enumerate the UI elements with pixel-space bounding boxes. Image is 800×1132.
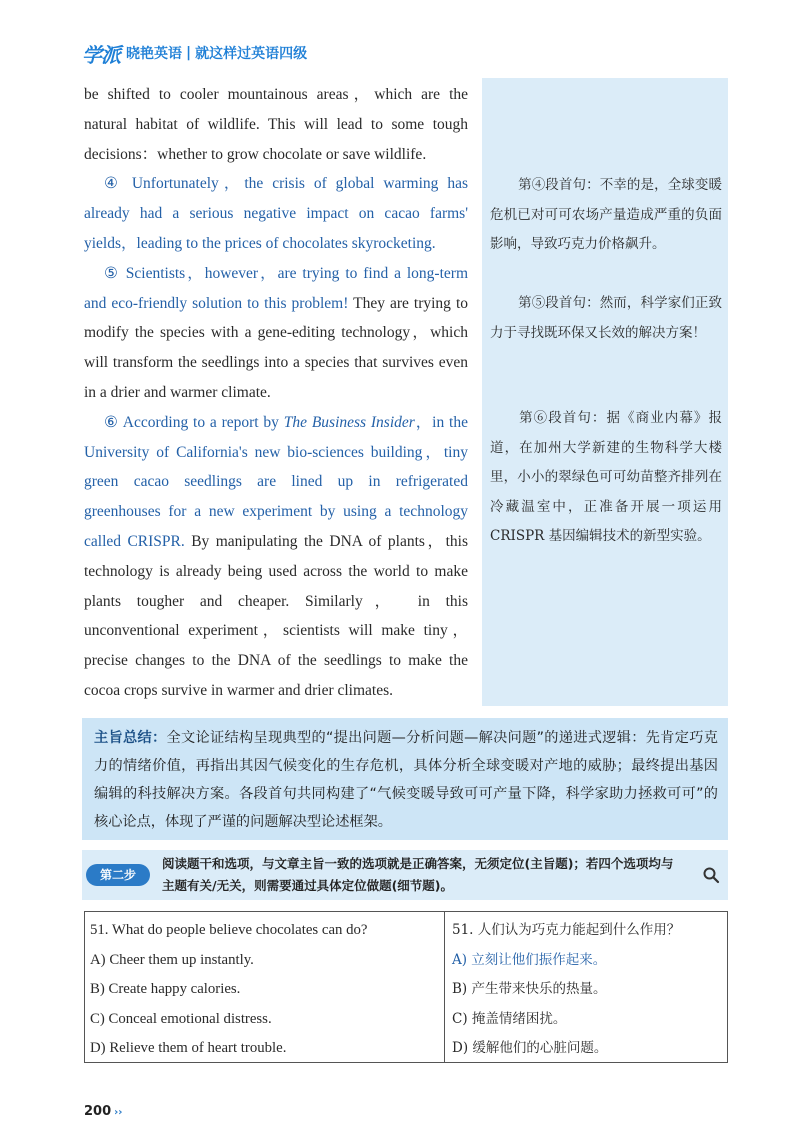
- paragraph-5: [84, 259, 468, 408]
- paragraph-6-topic-a: ⑥ According to a report by: [104, 413, 284, 431]
- brand-logo: 学派: [82, 42, 120, 67]
- note-4-text: 第④段首句：不幸的是，全球变暖危机已对可可农场产量造成严重的负面影响，导致巧克力价格飙升。: [490, 177, 722, 252]
- book-title: 就这样过英语四级: [195, 46, 308, 62]
- paragraph-6-rest: By manipulating the DNA of plants，this technology is already being used across the world to make plants tougher and cheaper. Similarly， in this unconventional experiment，scientists will make tiny，precise changes to the DNA of the seedlings to make the cocoa crops survive in warmer and drier climates.: [84, 532, 468, 699]
- series-name: 晓艳英语: [126, 46, 182, 62]
- note-6-text: 第⑥段首句：据《商业内幕》报道，在加州大学新建的生物科学大楼里，小小的翠绿色可可幼苗整齐排列在冷藏温室中，正准备开展一项运用 CRISPR 基因编辑技术的新型实验。: [490, 410, 722, 544]
- summary-text: [94, 724, 718, 836]
- option-b-zh: B) 产生带来快乐的热量。: [452, 981, 607, 997]
- option-c-en: C) Conceal emotional distress.: [90, 1010, 272, 1027]
- summary-label: 主旨总结：: [94, 730, 167, 746]
- page-number: [84, 1104, 122, 1119]
- paragraph-4: ④ Unfortunately，the crisis of global warming has already had a serious negative impact on cacao farms' yields，leading to the prices of chocolates skyrocketing.: [84, 175, 468, 252]
- paragraph-5-topic-sentence: ⑤ Scientists，however，are trying to find a long-term and eco-friendly solution to this problem!: [84, 264, 468, 312]
- note-paragraph-5: [490, 289, 722, 348]
- page-header: [82, 38, 307, 68]
- option-d-zh: D) 缓解他们的心脏问题。: [452, 1040, 608, 1056]
- question-stem-en: 51. What do people believe chocolates can do?: [90, 922, 368, 938]
- paragraph-6-topic-b: ，in the University of California's new bio-sciences building，tiny green cacao seedlings are lined up in refrigerated greenhouses for a new experiment by using a technology called CRISPR.: [84, 413, 468, 550]
- page-number-text: 200: [84, 1104, 112, 1119]
- step-instruction: 阅读题干和选项，与文章主旨一致的选项就是正确答案，无须定位(主旨题)；若四个选项均与主题有关/无关，则需要通过具体定位做题(细节题)。: [162, 856, 674, 893]
- question-stem-zh: 51. 人们认为巧克力能起到什么作用？: [452, 922, 681, 938]
- option-d-en: D) Relieve them of heart trouble.: [90, 1040, 287, 1056]
- table-divider: [444, 911, 445, 1063]
- option-b-en: B) Create happy calories.: [90, 981, 241, 997]
- step-badge: 第二步: [86, 864, 150, 886]
- article-body: [84, 80, 468, 706]
- header-separator: |: [186, 45, 192, 61]
- option-a-en: A) Cheer them up instantly.: [90, 951, 254, 968]
- option-c-zh: C) 掩盖情绪困扰。: [452, 1010, 567, 1027]
- source-title: The Business Insider: [283, 413, 415, 431]
- paragraph-5-rest: They are trying to modify the species with a gene-editing technology，which will transform the seedlings into a species that survives even in a drier and warmer climate.: [84, 294, 468, 401]
- search-icon: [702, 866, 720, 884]
- note-5-text: 第⑤段首句：然而，科学家们正致力于寻找既环保又长效的解决方案！: [490, 295, 722, 341]
- paragraph-3-end: be shifted to cooler mountainous areas，which are the natural habitat of wildlife. This will lead to some tough decisions：whether to grow chocolate or save wildlife.: [84, 86, 468, 163]
- option-a-zh: A) 立刻让他们振作起来。: [452, 951, 607, 968]
- question-english: [90, 916, 440, 1064]
- question-chinese: [452, 916, 722, 1064]
- summary-body: 全文论证结构呈现典型的“提出问题—分析问题—解决问题”的递进式逻辑：先肯定巧克力的情绪价值，再指出其因气候变化的生存危机，具体分析全球变暖对产地的威胁；最终提出基因编辑的科技解决方案。各段首句共同构建了“气候变暖导致可可产量下降，科学家助力拯救可可”的核心论点，体现了严谨的问题解决型论述框架。: [94, 730, 718, 830]
- paragraph-6: [84, 408, 468, 706]
- page-arrow-icon: ››: [114, 1107, 123, 1118]
- note-paragraph-6: [490, 404, 722, 552]
- note-paragraph-4: [490, 171, 722, 260]
